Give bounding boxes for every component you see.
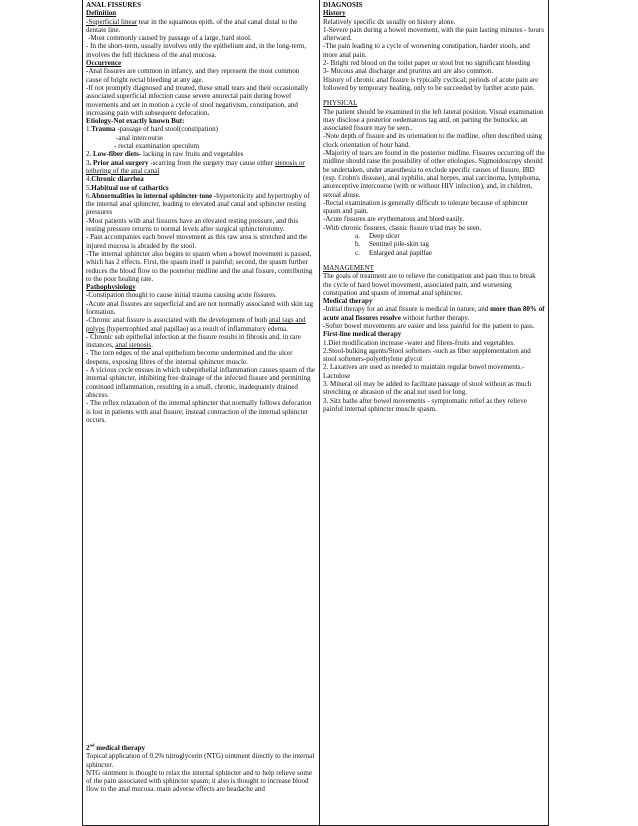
document-table [82,0,549,826]
physical-para-5: -Acute fissures are erythematous and bleed easily. [322,215,464,224]
etiology-item-5: 5.Habitual use of cathartics [86,183,169,192]
first-line-item-4: 3. Mineral oil may be added to facilitate passage of stool without as much stretching or abrasion of the anal not used for long. [322,380,532,397]
heading-physical: PHYSICAL [322,99,358,108]
heading-pathophysiology: Pathophysiology [86,283,136,292]
patho-para-7: - The reflex relaxation of the internal sphincter that normally follows defecation is lost in patients with anal fissure; instead contraction of the internal sphincter occurs. [86,399,312,424]
etiology-item-3: 3. Prior anal surgery -scarring from the surgery may cause either stenosis or tethering of the anal canal [86,158,305,175]
etiology-item-1-sub-1: -anal intercourse [116,133,164,142]
definition-para-2: -Most commonly caused by passage of a large, hard stool. [88,34,252,43]
physical-para-3: -Majority of tears are found in the posterior midline. Fissures occurring off the midline should raise the possibility of other etiologies. Sigmoidoscopy should be undertaken, under anaesthesia to exclude specific causes of fissure, IBD (esp. Crohn's disease), anal syphilis, anal herpes, anal carcinoma, lymphoma, anoreceptive intercourse (with or without HIV infection), and, in children, sexual abuse. [322,149,545,199]
triad-item-c: c. Enlarged anal papillae [354,248,432,257]
history-para-5: 3- Mucous anal discharge and pruritus ani are also common. [322,67,494,76]
left-column [83,0,320,825]
second-therapy-para-2: NTG ointment is thought to relax the internal sphincter and to help relieve some of the pain associated with sphincter spasm; it also is thought to increase blood flow to the anal mucosa. main adverse effects are headache and [86,768,313,794]
second-therapy-para-1: Topical application of 0.2% nitroglycerin (NTG) ointment directly to the internal sphincter. [86,752,315,769]
occurrence-para-1: -Anal fissures are common in infancy, and they represent the most common cause of bright rectal bleeding at any age. [86,67,300,84]
second-medical-therapy-block [86,744,316,794]
patho-para-4: - Chronic sub epithelial infection at the fissure results in fibrosis and, in rare instances, anal stenosis. [86,332,301,350]
triad-item-b: b. Sentinel pile-skin tag [354,240,429,249]
physical-para-4: -Rectal examination is generally difficult to tolerate because of sphincter spasm and pain. [322,198,529,216]
patho-para-3: -Chronic anal fissure is associated with the development of both anal tags and polyps (hypertrophied anal papillae) as a result of inflammatory edema. [86,316,306,333]
etiology-para-7: -Most patients with anal fissures have an elevated resting pressure, and this resting pressure returns to normal levels after surgical sphincterotomy. [86,216,299,234]
section-title-diagnosis: DIAGNOSIS [322,1,363,9]
occurrence-para-2: -If not promptly diagnosed and treated, these small tears and their occasionally associated superficial infection cause severe anorectal pain during bowel movements and set in motion a cycle of stool negativism, constipation, and increasing pain with subsequent defecation. [86,83,309,117]
physical-para-2: -Note depth of fissure and its orientation to the midline, often described using clock orientation of hour hand. [322,132,542,149]
etiology-item-1-sub-2: - rectal examination speculum [114,142,200,151]
medical-para-1: -Initial therapy for an anal fissure is medical in nature, and more than 80% of acute anal fissures resolve without further therapy. [322,305,545,322]
spacer [323,257,545,264]
heading-occurrence: Occurrence [86,59,122,68]
etiology-item-2: 2. Low-fiber diets- lacking in raw fruits and vegetables [86,150,244,159]
spacer [323,92,545,99]
patho-para-5: - The torn edges of the anal epithelium become undermined and the ulcer deepens, exposing fibres of the internal sphincter muscle. [86,349,293,366]
definition-para-3: - In the short-term, usually involves only the epithelium and, in the long-term, involves the full thickness of the anal mucosa. [86,42,307,59]
medical-para-2: -Softer bowel movements are easier and less painful for the patient to pass. [322,321,535,330]
management-para-1: The goals of treatment are to relieve the constipation and pain thus to break the cycle of hard bowel movement, associated pain, and worsening constipation and spasm of internal anal sphincter. [322,272,536,297]
section-title-anal-fissures: ANAL FISSURES [86,1,142,9]
etiology-para-8: - Pain accompanies each bowel movement as this raw area is stretched and the injured mucosa is abraded by the stool. [86,233,308,250]
history-para-1: Relatively specific dx usually on history alone. [322,17,456,26]
first-line-item-5: 3. Sitz baths after bowel movements - symptomatic relief as they relieve painful internal sphincter muscle spasm. [322,396,527,413]
heading-history: History [322,9,346,18]
right-column [320,0,548,825]
heading-first-line-therapy: First-line medical therapy [322,330,402,339]
heading-second-medical-therapy: 2nd medical therapy [86,742,146,752]
patho-para-1: -Constipation thought to cause initial trauma causing acute fissures. [86,291,277,300]
heading-management: MANAGEMENT [322,263,374,272]
first-line-item-1: 1.Diet modification increase -water and fibres-fruits and vegetables. [322,338,515,347]
history-para-2: 1-Severe pain during a bowel movement, with the pain lasting minutes - hours afterward. [322,25,544,43]
etiology-item-1: 1.Trauma -passage of hard stool(constipation) [86,125,218,134]
first-line-item-3: 2. Laxatives are used as needed to maintain regular bowel movements.-Lactulose [322,363,525,380]
heading-definition: Definition [86,9,117,18]
first-line-item-2: 2.Stool-bulking agents/Stool softeners -such as fiber supplementation and stool softeners-polyethylene glycol [322,346,531,364]
physical-para-6: -With chronic fissures, classic fissure triad may be seen. [322,223,482,232]
heading-etiology: Etiology-Not exactly known But: [86,117,185,126]
patho-para-6: - A vicious cycle ensues in which subepithelial inflammation causes spasm of the internal sphincter, inhibiting free drainage of the infected fissure and permitting continued inflammation, resulting in a small, chronic, inadequately drained abscess. [86,366,315,399]
patho-para-2: -Acute anal fissures are superficial and are not normally associated with skin tag formation. [86,299,313,316]
triad-item-a: a. Deep ulcer [354,232,400,241]
etiology-para-9: -The internal sphincter also begins to spasm when a bowel movement is passed, which has 2 effects. First, the spasm itself is painful; second, the spasm further reduces the blood flow to the posterior midline and the anal fissure, contributing to the poor healing rate. [86,249,313,283]
heading-medical-therapy: Medical therapy [322,297,373,306]
history-para-3: -The pain leading to a cycle of worsening constipation, harder stools, and more anal pain. [322,42,530,59]
etiology-item-6: 6.Abnormalities in internal sphincter tone -hypertonicity and hypertrophy of the internal anal sphincter, leading to elevated anal canal and sphincter resting pressures [86,191,310,217]
history-para-4: 2- Bright red blood on the toilet paper or stool but no significant bleeding [322,59,531,68]
etiology-item-4: 4.Chronic diarrhea [86,175,144,184]
definition-para-1: -Superficial linear tear in the squamous epith. of the anal canal distal to the dentate line. [86,17,298,34]
history-para-6: History of chronic anal fissure is typically cyclical; periods of acute pain are followed by temporary healing, only to be succeeded by further acute pain. [322,75,539,92]
physical-para-1: The patient should be examined in the left lateral position. Visual examination may disclose a posterior oedematous tag and, on parting the buttocks, an associated fissure may be seen.. [322,107,544,133]
